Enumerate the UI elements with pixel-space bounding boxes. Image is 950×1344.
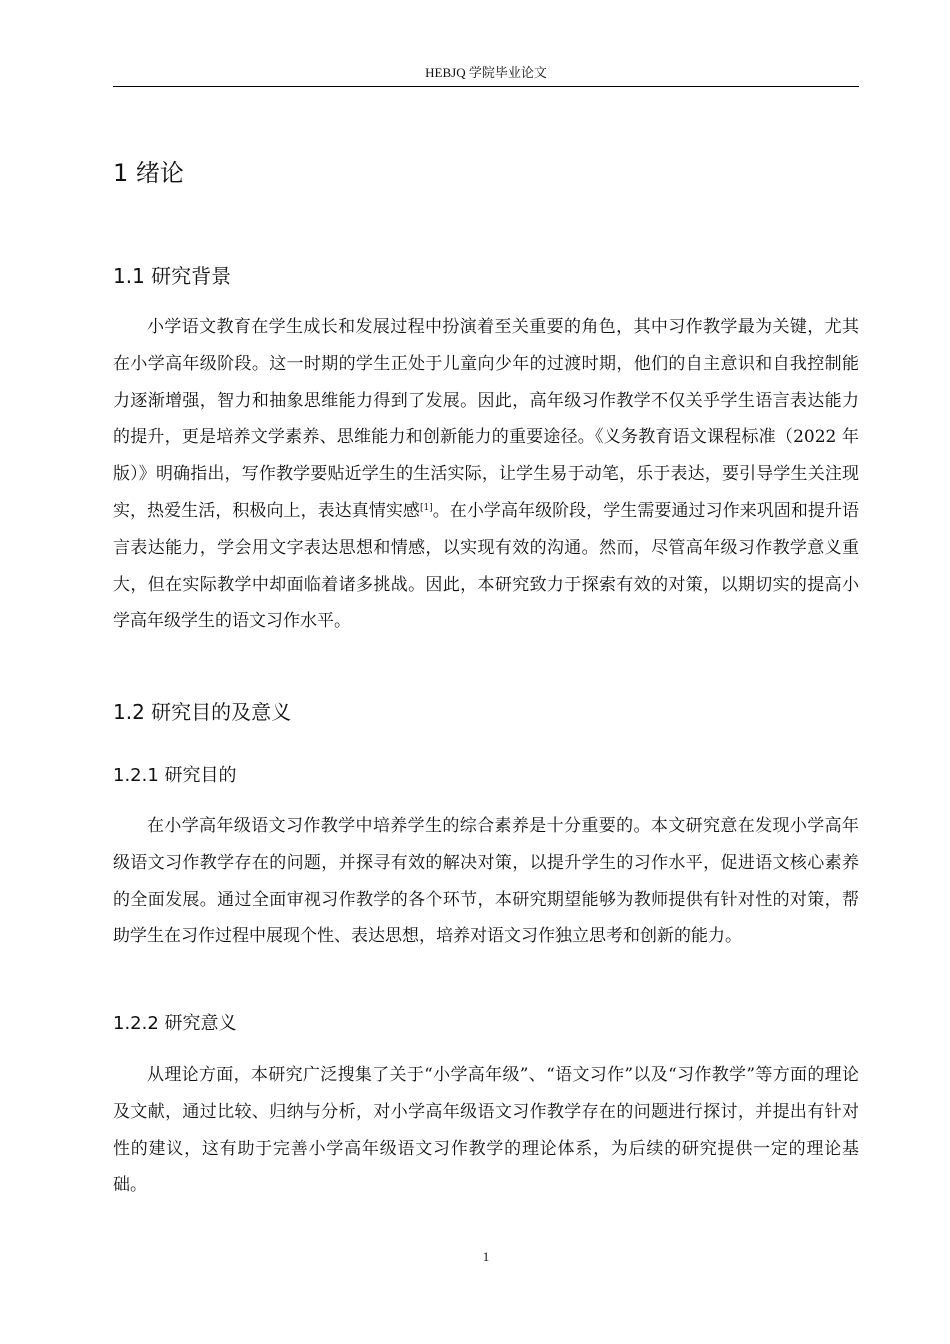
paragraph-research-significance: 从理论方面，本研究广泛搜集了关于“小学高年级”、“语文习作”以及“习作教学”等方面的理论及文献，通过比较、归纳与分析，对小学高年级语文习作教学存在的问题进行探讨，并提出有针对性的建议，这有助于完善小学高年级语文习作教学的理论体系，为后续的研究提供一定的理论基础。 bbox=[113, 1065, 859, 1196]
section-title-research-background: 1.1 研究背景 bbox=[113, 264, 232, 288]
subsection-title-research-purpose: 1.2.1 研究目的 bbox=[113, 765, 237, 786]
page-number: 1 bbox=[482, 1249, 490, 1264]
header-rule bbox=[113, 86, 859, 87]
paragraph-text: 。在小学高年级阶段，学生需要通过习作来巩固和提升语言表达能力，学会用文字表达思想和情感，以实现有效的沟通。然而，尽管高年级习作教学意义重大，但在实际教学中却面临着诸多挑战。因此，本研究致力于探索有效的对策，以期切实的提高小学高年级学生的语文习作水平。 bbox=[113, 500, 860, 632]
subsection-title-research-significance: 1.2.2 研究意义 bbox=[113, 1013, 237, 1034]
chapter-title: 1 绪论 bbox=[113, 159, 184, 187]
paragraph-research-background bbox=[113, 309, 859, 640]
section-title-purpose-significance: 1.2 研究目的及意义 bbox=[113, 700, 292, 724]
citation-reference[interactable]: [1] bbox=[419, 502, 433, 513]
paragraph-research-purpose: 在小学高年级语文习作教学中培养学生的综合素养是十分重要的。本文研究意在发现小学高年级语文习作教学存在的问题，并探寻有效的解决对策，以提升学生的习作水平，促进语文核心素养的全面发展。通过全面审视习作教学的各个环节，本研究期望能够为教师提供有针对性的对策，帮助学生在习作过程中展现个性、表达思想，培养对语文习作独立思考和创新的能力。 bbox=[113, 816, 859, 947]
running-header: HEBJQ 学院毕业论文 bbox=[425, 65, 547, 80]
paragraph-text: 小学语文教育在学生成长和发展过程中扮演着至关重要的角色，其中习作教学最为关键，尤其在小学高年级阶段。这一时期的学生正处于儿童向少年的过渡时期，他们的自主意识和自我控制能力逐渐增强，智力和抽象思维能力得到了发展。因此，高年级习作教学不仅关乎学生语言表达能力的提升，更是培养文学素养、思维能力和创新能力的重要途径。《义务教育语文课程标准（2022 年版）》明确指出，写作教学要贴近学生的生活实际，让学生易于动笔，乐于表达，要引导学生关注现实，热爱生活，积极向上，表达真情实感 bbox=[113, 317, 859, 521]
